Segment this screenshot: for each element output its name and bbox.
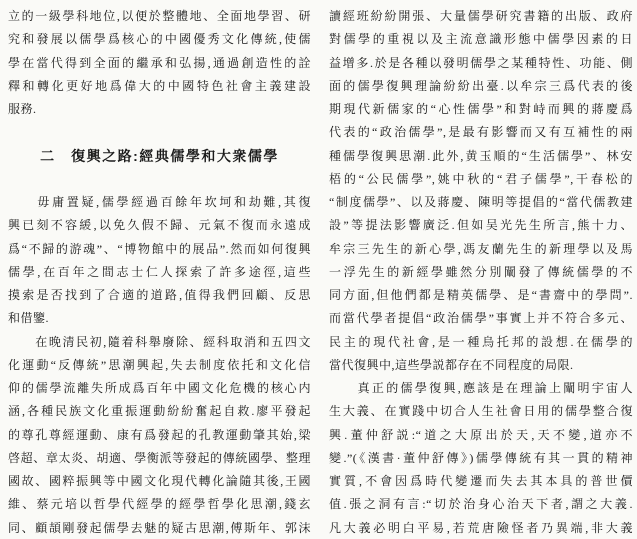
text-line: 值.張之洞有言:“切於治身心治天下者,謂之大義. [329, 497, 633, 512]
text-line: 牟宗三先生的新心學,馮友蘭先生的新理學以及馬 [329, 241, 633, 256]
text-line: 化運動“反傳統”思潮興起,失去制度依托和文化信 [8, 357, 311, 372]
text-line: 在晚清民初,隨着科舉廢除、經科取消和五四文 [8, 334, 311, 349]
text-line: 學在當代得到全面的繼承和弘揚,通過創造性的詮 [8, 55, 311, 70]
text-line: 維、蔡元培以哲學代經學的經學哲學化思潮,錢玄 [8, 497, 311, 512]
text-line: 究和發展以儒學爲核心的中國優秀文化傳統,使儒 [8, 32, 311, 47]
text-line: 國故、國粹振興等中國文化現代轉化論隨其後,王國 [8, 474, 311, 488]
text-line: 涵,各種民族文化重振運動紛紛奮起自救.廖平發起 [8, 404, 311, 419]
text-line: 變.”(《漢書·董仲舒傳》)儒學傳統有其一貫的精神 [329, 450, 633, 465]
text-line: 凡大義必明白平易,若荒唐險怪者乃異端,非大義 [329, 520, 633, 535]
text-line: 和借鑒. [8, 311, 50, 326]
text-line: 仰的儒學流離失所成爲百年中國文化危機的核心内 [8, 381, 311, 395]
text-line: 益增多.於是各種以發明儒學之某種特性、功能、側 [329, 55, 633, 70]
text-line: 面的儒學復興理論紛紛出臺.以牟宗三爲代表的後 [329, 78, 633, 93]
paragraph-continuation [8, 5, 311, 121]
right-column [329, 5, 633, 539]
text-line: 啓超、章太炎、胡適、學衡派等發起的傳統國學、整理 [8, 450, 311, 465]
text-line: 真正的儒學復興,應該是在理論上闡明宇宙人 [329, 381, 633, 395]
paragraph [329, 5, 633, 377]
text-line: 種儒學復興思潮.此外,黄玉順的“生活儒學”、林安 [329, 148, 633, 163]
section-heading: 二 復興之路:經典儒學和大衆儒學 [40, 147, 279, 164]
left-column [8, 5, 311, 539]
text-line: 代表的“政治儒學”,是最有影響而又有互補性的兩 [329, 125, 633, 140]
text-line: 而當代學者提倡“政治儒學”事實上并不符合多元、 [329, 311, 633, 326]
text-line: 服務. [8, 102, 37, 116]
text-line: 興已刻不容緩,以免久假不歸、元氣不復而永遠成 [8, 218, 311, 233]
text-line: 的尊孔尊經運動、康有爲發起的孔教運動肇其始,梁 [8, 427, 311, 442]
text-line: “制度儒學”、以及蔣慶、陳明等提倡的“當代儒教建 [329, 195, 633, 209]
paragraph [329, 377, 633, 539]
text-line: 民主的現代社會,是一種烏托邦的設想.在儒學的 [329, 334, 633, 349]
text-line: 對儒學的重視以及主流意識形態中儒學因素的日 [329, 32, 633, 47]
paragraph [8, 191, 311, 331]
text-line: 實質,不會因爲時代變遷而失去其本具的普世價 [329, 474, 633, 488]
text-line: 毋庸置疑,儒學經過百餘年坎坷和劫難,其復 [8, 195, 311, 209]
text-line: 儒學,在百年之間志士仁人探索了許多途徑,這些 [8, 264, 311, 279]
text-line: 爲“不歸的游魂”、“博物館中的展品”.然而如何復興 [8, 241, 311, 256]
text-line: 期現代新儒家的“心性儒學”和對峙而興的蔣慶爲 [329, 102, 633, 116]
text-line: 立的一級學科地位,以便於整體地、全面地學習、研 [8, 9, 311, 23]
text-line: 當代復興中,這些學説都存在不同程度的局限. [329, 357, 574, 372]
paragraph [8, 331, 311, 539]
text-line: 一浮先生的新經學雖然分別闡發了傳統儒學的不 [329, 264, 633, 279]
text-line: 同方面,但他們都是精英儒學、是“書齋中的學問”. [329, 288, 633, 302]
text-line: 生大義、在實踐中切合人生社會日用的儒學整合復 [329, 404, 633, 419]
text-line: 讀經班紛紛開張、大量儒學研究書籍的出版、政府 [329, 9, 633, 23]
text-line: 梧的“公民儒學”,姚中秋的“君子儒學”,干春松的 [329, 171, 633, 186]
text-line: 釋和轉化更好地爲偉大的中國特色社會主義建設 [8, 78, 311, 93]
text-line: 摸索是否找到了合適的道路,值得我們回顧、反思 [8, 288, 311, 302]
text-line: 興.董仲舒説:“道之大原出於天,天不變,道亦不 [329, 427, 633, 442]
text-line: 設”等提法影響廣泛.但如吴光先生所言,熊十力、 [329, 218, 633, 233]
text-line: 同、顧頡剛發起儒學去魅的疑古思潮,傅斯年、郭沫 [8, 520, 311, 535]
